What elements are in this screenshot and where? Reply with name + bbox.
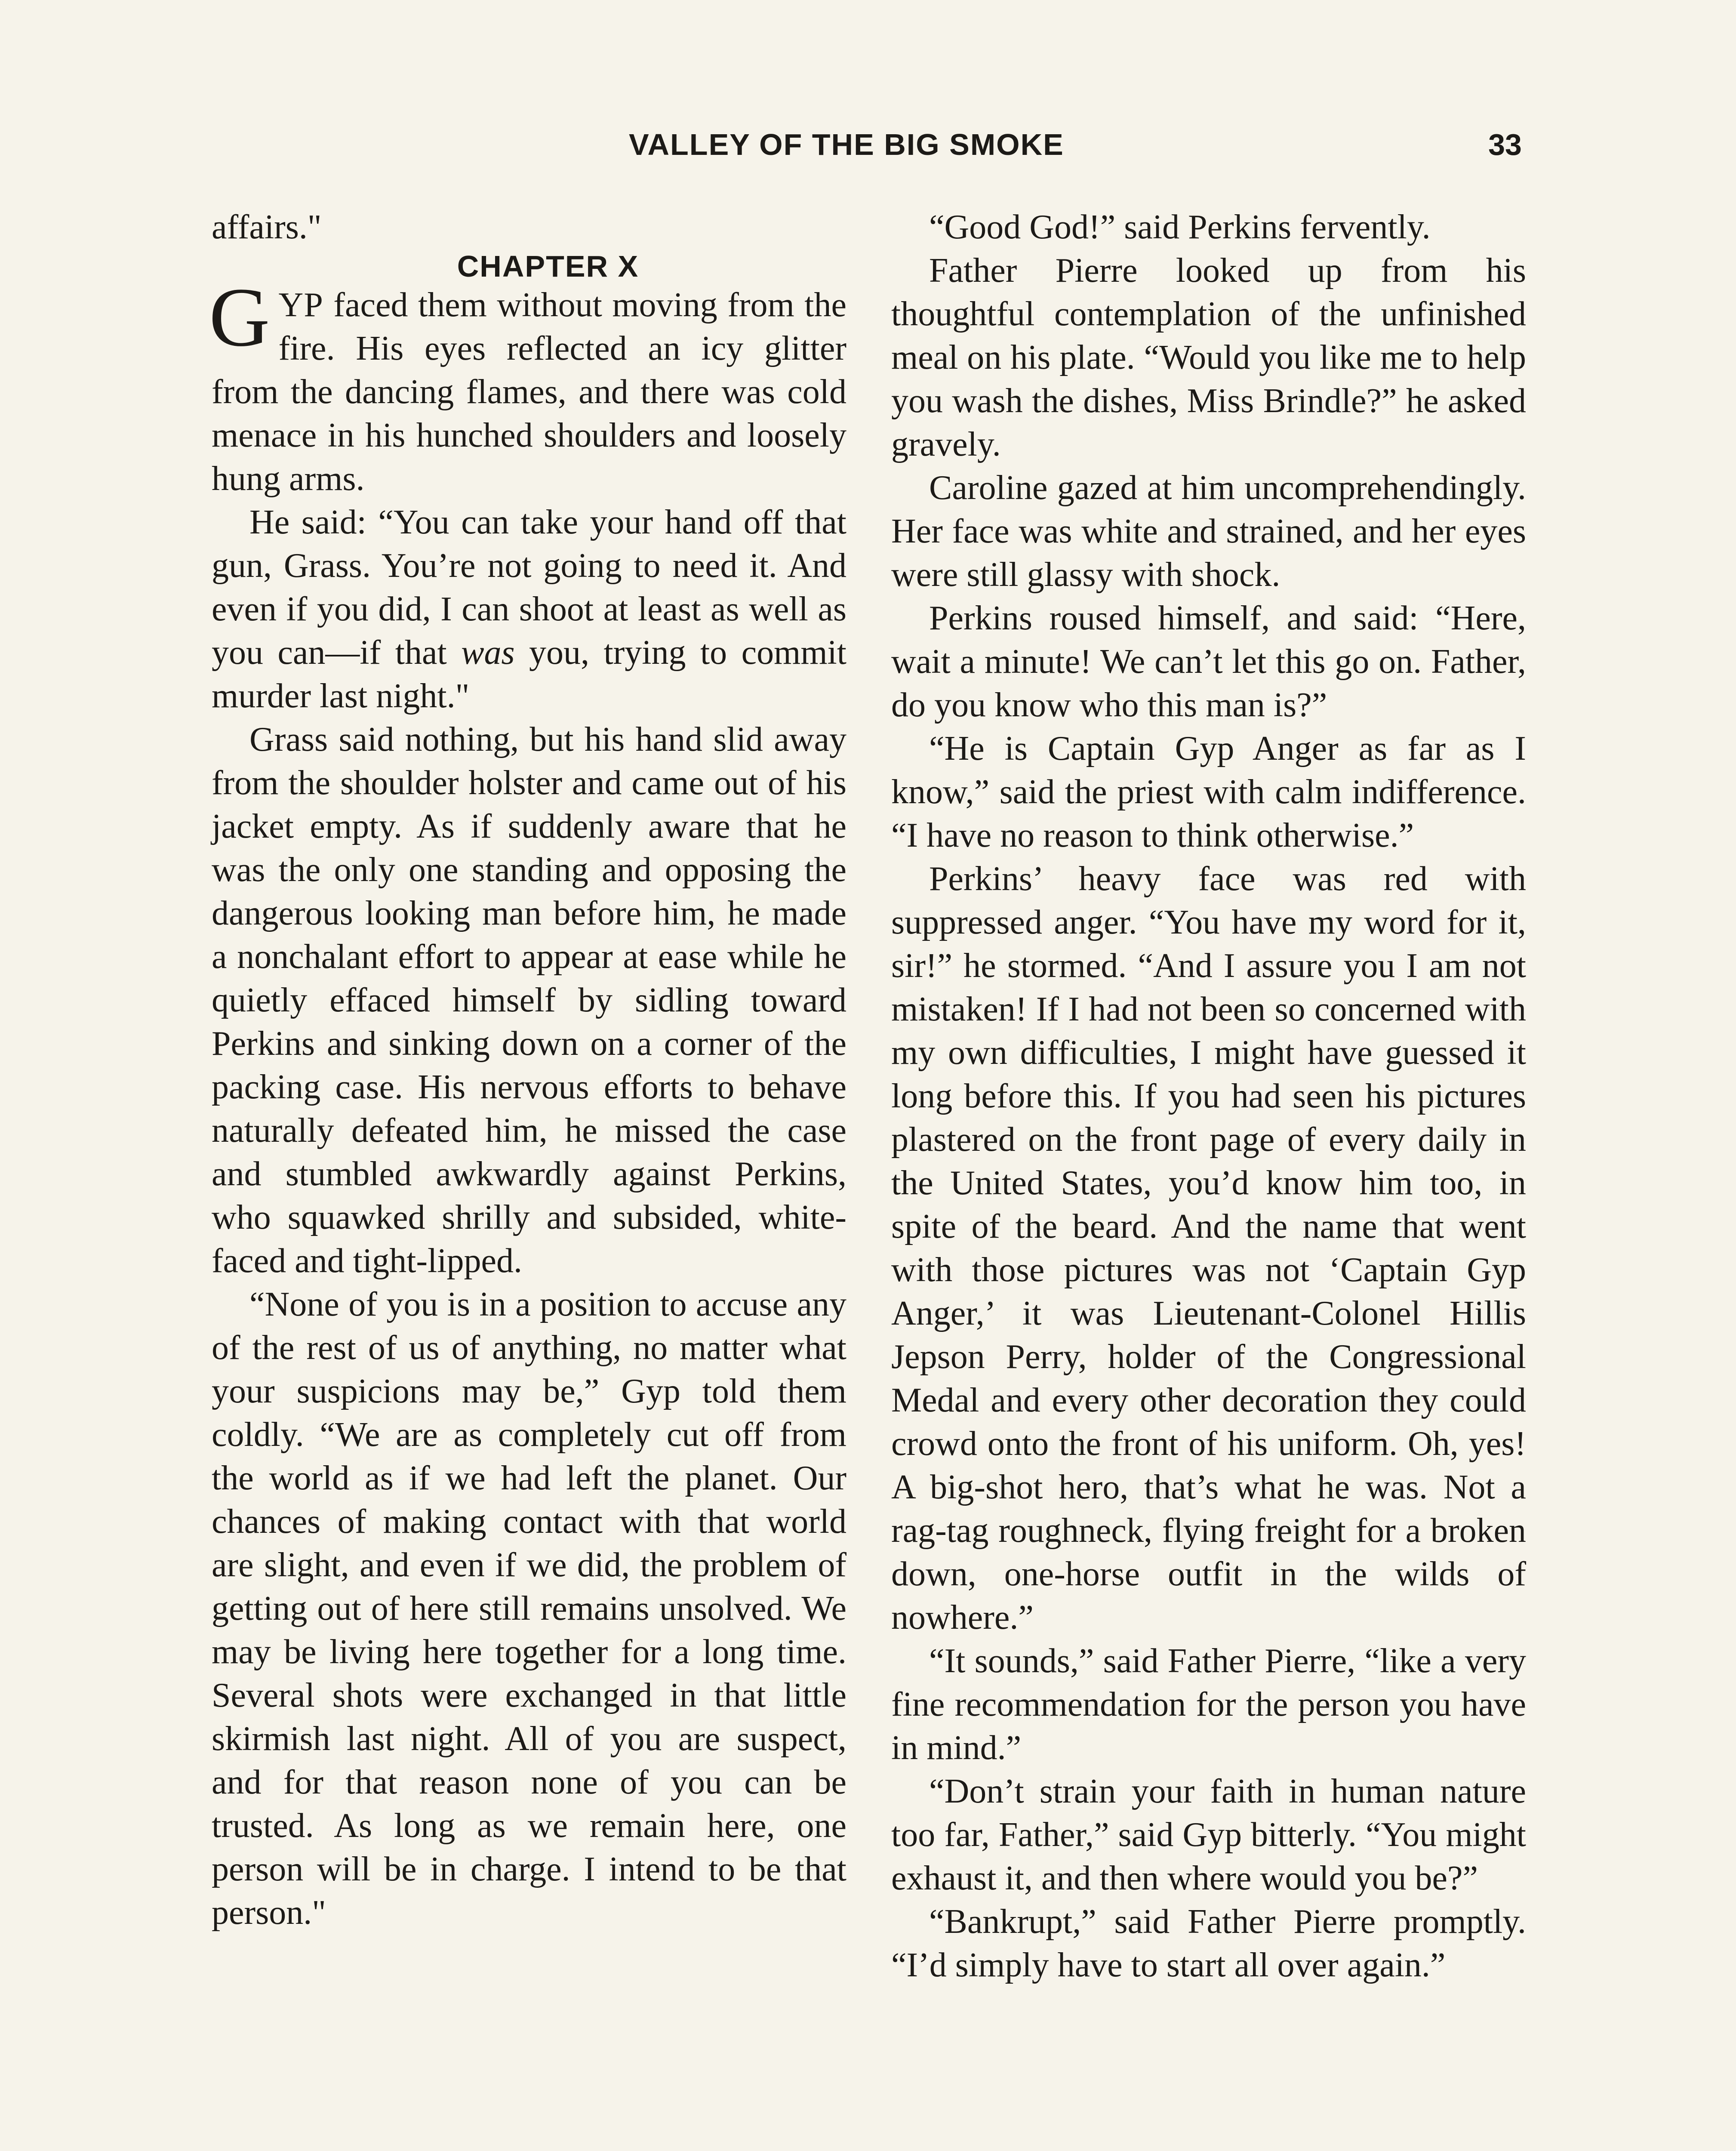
chapter-opening-paragraph	[209, 271, 846, 501]
running-title: VALLEY OF THE BIG SMOKE	[629, 128, 1064, 161]
paragraph: Father Pierre looked up from his thoughtful contemplation of the unfinished meal on his plate. “Would you like me to help you wash the dishes, Miss Brindle?” he asked gravely.	[891, 252, 1526, 463]
left-column	[209, 206, 847, 1935]
paragraph: Perkins’ heavy face was red with suppressed anger. “You have my word for it, sir!” he stormed. “And I assure you I am not mistaken! If I had not been so concerned with my own difficulties, I might have guessed it long before this. If you had seen his pictures plastered on the front page of every daily in the United States, you’d know him too, in spite of the beard. And the name that went with those pictures was not ‘Captain Gyp Anger,’ it was Lieutenant-Colonel Hillis Jepson Perry, holder of the Congressional Medal and every other decoration they could crowd onto the front of his uniform. Oh, yes! A big-shot hero, that’s what he was. Not a rag-tag roughneck, flying freight for a broken down, one-horse outfit in the wilds of nowhere.”	[891, 860, 1526, 1636]
carryover-paragraph: affairs."	[212, 208, 322, 246]
paragraph: “Good God!” said Perkins fervently.	[929, 208, 1431, 246]
lead-text: faced them without moving from the fire. His eyes reflected an icy glitter from the dancing flames, and there was cold menace in his hunched shoulders and loosely hung arms.	[212, 286, 846, 498]
right-column	[891, 206, 1526, 1987]
paragraph: “Bankrupt,” said Father Pierre promptly. “I’d simply have to start all over again.”	[891, 1903, 1526, 1984]
paragraph: Perkins roused himself, and said: “Here, wait a minute! We can’t let this go on. Father, do you know who this man is?”	[891, 599, 1526, 724]
paragraph-text: He said: “You can take your hand off that gun, Grass. You’re not going to need it. And even if you did, I can shoot at least as well as you can—if that	[212, 503, 846, 672]
paragraph	[212, 501, 846, 718]
paragraph: “Don’t strain your faith in human nature too far, Father,” said Gyp bitterly. “You might exhaust it, and then where would you be?”	[891, 1772, 1526, 1897]
italic-word: was	[461, 634, 515, 672]
chapter-heading: CHAPTER X	[457, 250, 639, 283]
paragraph: “It sounds,” said Father Pierre, “like a very fine recommendation for the person you have in mind.”	[891, 1642, 1526, 1767]
paragraph: “He is Captain Gyp Anger as far as I know,” said the priest with calm indifference. “I have no reason to think otherwise.”	[891, 730, 1526, 854]
paragraph: Grass said nothing, but his hand slid away from the shoulder holster and came out of his jacket empty. As if suddenly aware that he was the only one standing and opposing the dangerous looking man before him, he made a nonchalant effort to appear at ease while he quietly effaced himself by sidling toward Perkins and sinking down on a corner of the packing case. His nervous efforts to behave naturally defeated him, he missed the case and stumbled awkwardly against Perkins, who squawked shrilly and subsided, white-faced and tight-lipped.	[212, 721, 846, 1280]
lead-small-caps: YP	[278, 286, 323, 324]
page-number: 33	[1488, 128, 1522, 161]
drop-cap: G	[209, 271, 270, 364]
paragraph-text: you, trying to commit murder last night."	[212, 634, 847, 715]
paragraph: Caroline gazed at him uncomprehendingly. Her face was white and strained, and her eyes were still glassy with shock.	[891, 469, 1526, 594]
paragraph: “None of you is in a position to accuse any of the rest of us of anything, no matter what your suspicions may be,” Gyp told them coldly. “We are as completely cut off from the world as if we had left the planet. Our chances of making contact with that world are slight, and even if we did, the problem of getting out of here still remains unsolved. We may be living here together for a long time. Several shots were exchanged in that little skirmish last night. All of you are suspect, and for that reason none of you can be trusted. As long as we remain here, one person will be in charge. I intend to be that person."	[212, 1285, 846, 1932]
